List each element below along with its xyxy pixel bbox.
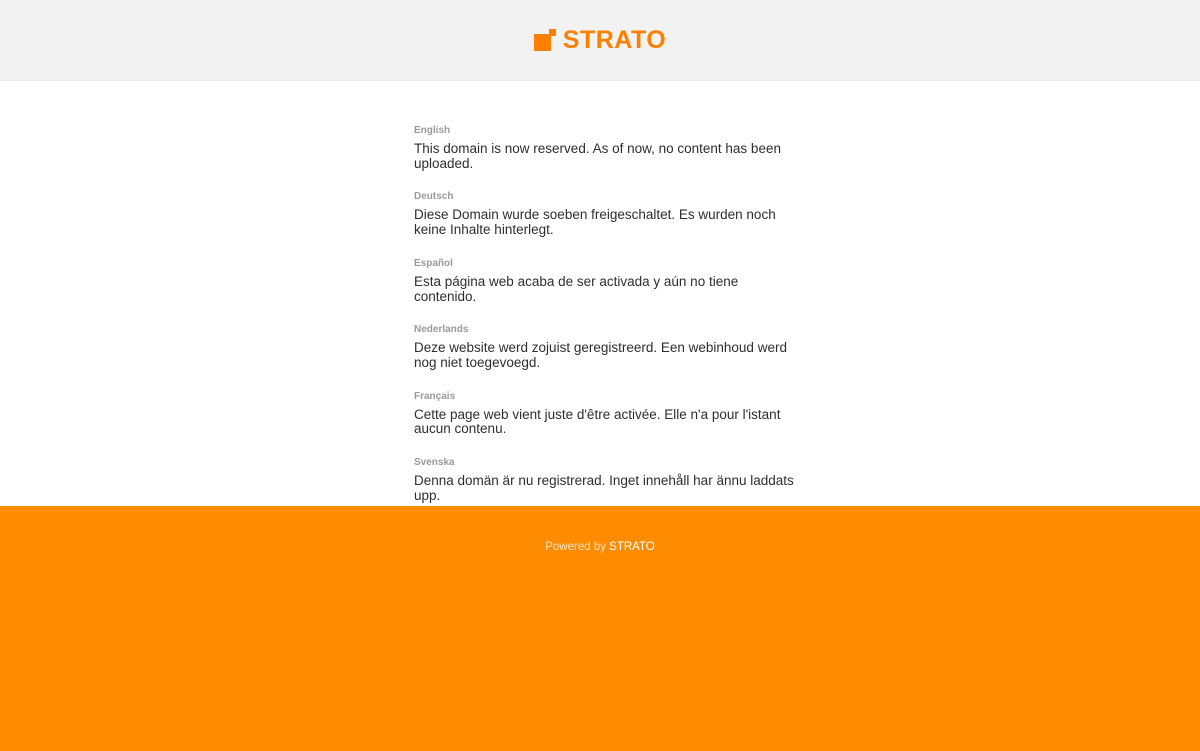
powered-by-credit	[0, 541, 1200, 553]
site-header	[0, 0, 1200, 81]
message-text: Deze website werd zojuist geregistreerd. Een webinhoud werd nog niet toegevoegd.	[414, 340, 787, 370]
message-block-espanol	[414, 257, 794, 304]
language-label: Français	[414, 390, 456, 402]
main-content	[0, 81, 1200, 506]
logo-wordmark: STRATO	[562, 25, 667, 54]
powered-by-brand: STRATO	[609, 541, 655, 553]
language-label: Svenska	[414, 457, 455, 469]
message-text: Diese Domain wurde soeben freigeschaltet. Es wurden noch keine Inhalte hinterlegt.	[414, 207, 776, 238]
message-text: Cette page web vient juste d'être activée. Elle n'a pour l'istant aucun contenu.	[414, 406, 781, 437]
message-text: Esta página web acaba de ser activada y aún no tiene contenido.	[414, 273, 739, 304]
language-label: Deutsch	[414, 191, 454, 203]
message-text: This domain is now reserved. As of now, no content has been uploaded.	[414, 141, 781, 171]
powered-by-prefix: Powered by	[545, 541, 610, 553]
strato-squares-icon	[534, 29, 556, 51]
message-block-francais	[414, 390, 794, 437]
strato-logo[interactable]	[534, 25, 667, 54]
site-footer	[0, 506, 1200, 751]
message-list	[414, 124, 794, 522]
message-block-english	[414, 124, 794, 171]
message-block-nederlands	[414, 323, 794, 370]
message-block-svenska	[414, 456, 794, 503]
language-label: English	[414, 125, 451, 136]
message-block-deutsch	[414, 190, 794, 237]
language-label: Nederlands	[414, 324, 469, 336]
language-label: Español	[414, 257, 453, 269]
message-text: Denna domän är nu registrerad. Inget innehåll har ännu laddats upp.	[414, 473, 794, 503]
